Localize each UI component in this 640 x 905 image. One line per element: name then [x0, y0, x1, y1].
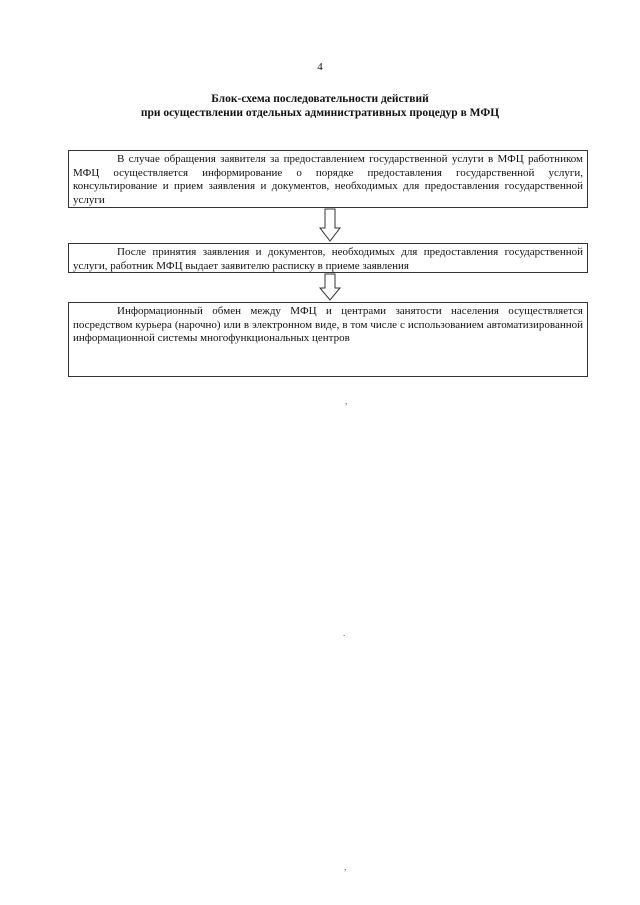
scan-speck: .	[343, 628, 346, 638]
flowchart-step-2	[68, 243, 588, 273]
page-title	[60, 92, 580, 120]
flowchart-step-1	[68, 150, 588, 208]
step-2-text: После принятия заявления и документов, необходимых для предоставления государственной услуги, работник МФЦ выдает заявителю расписку в приеме заявления	[73, 246, 583, 272]
step-1-text: В случае обращения заявителя за предоставлением государственной услуги в МФЦ работником МФЦ осуществляется информирование о порядке предоставления государственной услуги, консультирование и прием заявления и документов, необходимых для предоставления государственной услуги	[73, 153, 583, 206]
scan-speck: ,	[345, 396, 348, 406]
down-arrow-icon	[318, 273, 342, 302]
scan-speck: ,	[344, 862, 347, 872]
title-line-2: при осуществлении отдельных административных процедур в МФЦ	[140, 107, 500, 119]
down-arrow-icon	[318, 208, 342, 243]
page-number: 4	[317, 61, 323, 73]
flowchart-step-3	[68, 302, 588, 377]
title-line-1: Блок-схема последовательности действий	[211, 93, 429, 105]
step-3-text: Информационный обмен между МФЦ и центрами занятости населения осуществляется посредством курьера (нарочно) или в электронном виде, в том числе с использованием автоматизированной информационной системы многофункциональных центров	[73, 305, 583, 344]
